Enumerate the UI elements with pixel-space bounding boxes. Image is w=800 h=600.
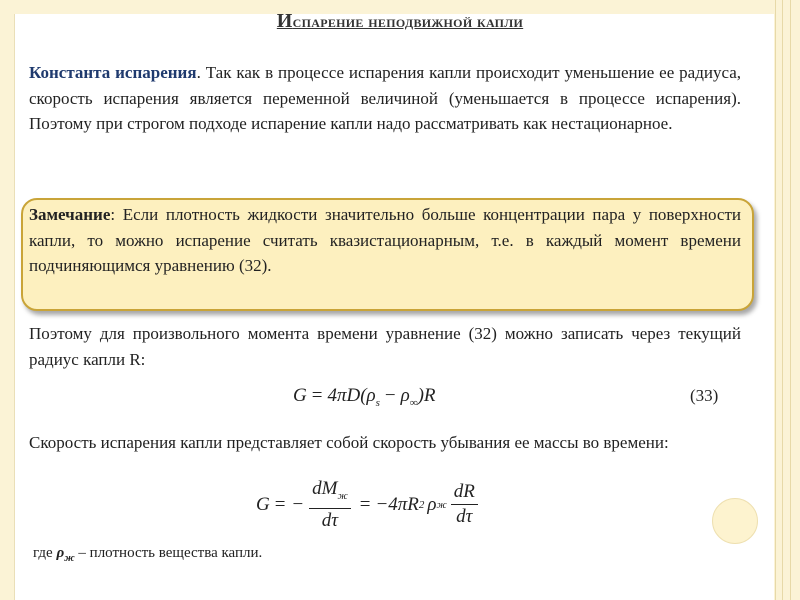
frame-divider (14, 14, 15, 600)
equation-33-number: (33) (690, 386, 719, 405)
slide-frame-left (0, 0, 14, 600)
intro-paragraph: Константа испарения. Так как в процессе испарения капли происходит уменьшение ее радиуса, скорость испарения является переменной величиной (уменьшается в процессе испарения). Поэтому при строгом подходе испарение капли надо рассматривать как нестационарное. (29, 63, 742, 133)
footnote: где $\rho_ж$ – плотность вещества капли. (33, 545, 263, 564)
note-lead: Замечание (29, 205, 111, 224)
paragraph-3: Скорость испарения капли представляет собой скорость убывания ее массы во времени: (29, 433, 669, 452)
fraction-dM-dtau: $\frac{dM_ж}{d\tau}$ (309, 478, 351, 532)
frame-stripe (790, 0, 791, 600)
slide-frame-right (774, 0, 800, 600)
equation-34: G = − $\frac{dM_ж}{d\tau}$ = −4πR 2 ρ ж $\frac{dR}{d\tau}$ (256, 478, 482, 532)
frame-stripe (775, 0, 776, 600)
note-text: Замечание: Если плотность жидкости значительно больше концентрации пара у поверхности капли, то можно испарение считать квазистационарным, т.е. в каждый момент времени подчиняющимся уравнению (32). (29, 205, 741, 275)
equation-33: $G = 4\pi D(\rho_s - \rho_\infty)R$ (293, 385, 436, 409)
fraction-dR-dtau: $\frac{dR}{d\tau}$ (451, 481, 478, 528)
slide-title: Испарение неподвижной капли (276, 10, 524, 32)
decorative-circle (712, 498, 758, 544)
frame-stripe (782, 0, 783, 600)
paragraph-2: Поэтому для произвольного момента времени уравнение (32) можно записать через текущий радиус капли R: (29, 324, 741, 369)
intro-lead-term: Константа испарения (29, 63, 197, 82)
